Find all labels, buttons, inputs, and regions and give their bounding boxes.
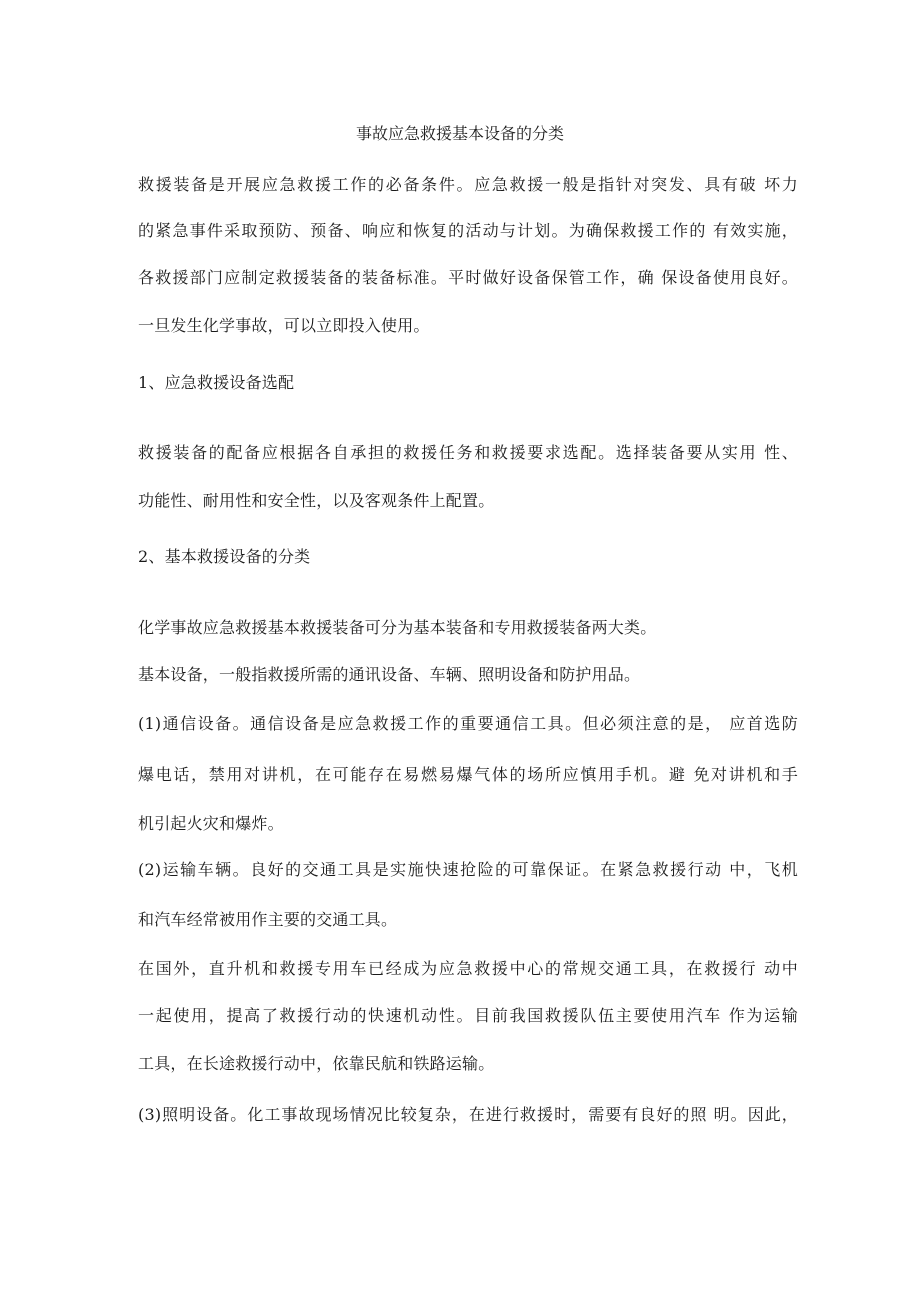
paragraph-line: 基本设备，一般指救援所需的通讯设备、车辆、照明设备和防护用品。 [138,665,641,684]
paragraph-line: 和汽车经常被用作主要的交通工具。 [138,910,398,929]
paragraph-line: 化学事故应急救援基本救援装备可分为基本装备和专用救援装备两大类。 [138,618,657,637]
section-heading: 2、基本救援设备的分类 [138,547,311,566]
paragraph-line: (3)照明设备。化工事故现场情况比较复杂，在进行救援时，需要有良好的照 明。因此， [138,1105,798,1124]
paragraph-line: 的紧急事件采取预防、预备、响应和恢复的活动与计划。为确保救援工作的 有效实施， [138,221,798,240]
paragraph-line: (1)通信设备。通信设备是应急救援工作的重要通信工具。但必须注意的是， 应首选防 [138,714,798,733]
paragraph-line: 机引起火灾和爆炸。 [138,814,284,833]
section-heading: 1、应急救援设备选配 [138,373,295,392]
paragraph-line: 爆电话，禁用对讲机，在可能存在易燃易爆气体的场所应慎用手机。避 免对讲机和手 [138,765,798,784]
paragraph-line: 救援装备的配备应根据各自承担的救援任务和救援要求选配。选择装备要从实用 性、 [138,443,798,462]
paragraph-line: 救援装备是开展应急救援工作的必备条件。应急救援一般是指针对突发、具有破 坏力 [138,175,798,194]
paragraph-line: 工具，在长途救援行动中，依靠民航和铁路运输。 [138,1054,495,1073]
document-title: 事故应急救援基本设备的分类 [355,124,564,143]
paragraph-line: 在国外，直升机和救援专用车已经成为应急救援中心的常规交通工具，在救援行 动中 [138,959,798,978]
paragraph-line: (2)运输车辆。良好的交通工具是实施快速抢险的可靠保证。在紧急救援行动 中，飞机 [138,860,798,879]
paragraph-line: 功能性、耐用性和安全性，以及客观条件上配置。 [138,491,495,510]
paragraph-line: 各救援部门应制定救援装备的装备标准。平时做好设备保管工作，确 保设备使用良好。 [138,268,798,287]
paragraph-line: 一旦发生化学事故，可以立即投入使用。 [138,316,430,335]
paragraph-line: 一起使用，提高了救援行动的快速机动性。目前我国救援队伍主要使用汽车 作为运输 [138,1006,798,1025]
